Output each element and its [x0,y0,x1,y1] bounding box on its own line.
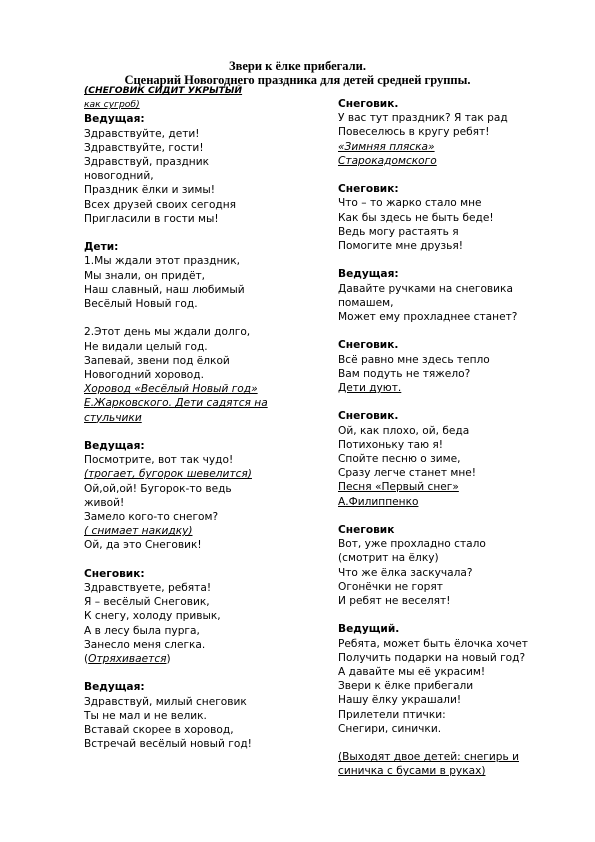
verse-line: Здравствуй, праздник [84,156,210,169]
verse-line: К снегу, холоду привык, [84,610,221,623]
verse-line: Что – то жарко стало мне [338,197,482,210]
verse-line: живой! [84,496,125,509]
verse-line: Праздник ёлки и зимы! [84,184,216,197]
verse-line: Звери к ёлке прибегали [338,680,474,693]
verse-line: Здравствуйте, гости! [84,141,204,154]
verse-line: Огонёчки не горят [338,580,443,593]
verse-line: Сразу легче станет мне! [338,467,477,480]
verse-line: Ведь могу растаять я [338,225,459,238]
verse-line: Пригласили в гости мы! [84,212,219,225]
verse-line: Спойте песню о зиме, [338,453,461,466]
verse-line: Давайте ручками на снеговика [338,282,513,295]
stage-direction: (Выходят двое детей: снегирь и [338,751,519,764]
paren-close: ) [166,653,171,666]
stage-direction: Дети дуют. [338,382,402,395]
verse-line: Вот, уже прохладно стало [338,538,486,551]
verse-line: Запевай, звени под ёлкой [84,354,230,367]
verse-line: Новогодний хоровод. [84,369,204,382]
stage-direction: Е.Жарковского. Дети садятся на [84,397,268,410]
speaker-heading: Снеговик: [84,567,145,580]
verse-line: Всех друзей своих сегодня [84,198,237,211]
verse-line: Здравствуйте, дети! [84,127,200,140]
verse-line: Снегири, синички. [338,722,442,735]
speaker-heading: Снеговик. [338,410,399,423]
left-column [84,84,268,751]
stage-direction: (трогает, бугорок шевелится) [84,468,252,481]
verse-line: А в лесу была пурга, [84,624,200,637]
speaker-heading: Ведущая: [338,268,399,281]
verse-line: Ребята, может быть ёлочка хочет [338,637,528,650]
verse-line: Как бы здесь не быть беде! [338,211,494,224]
song-title: Песня «Первый снег» [338,481,459,494]
verse-line: Встречай весёлый новый год! [84,738,252,751]
verse-line: Наш славный, наш любимый [84,283,245,296]
stage-direction: «Зимняя пляска» [338,140,435,153]
stage-direction-line [84,652,268,666]
verse-line: новогодний, [84,170,154,183]
verse-line: Не видали целый год. [84,340,208,353]
speaker-heading: Ведущая: [84,681,145,694]
speaker-heading: Снеговик. [338,98,399,110]
verse-line: 2.Этот день мы ждали долго, [84,326,251,339]
speaker-heading: Снеговик: [338,183,399,196]
speaker-heading: Ведущая: [84,113,145,126]
document-title: Звери к ёлке прибегали. [229,59,366,73]
verse-line: Получить подарки на новый год? [338,651,526,664]
verse-line: Что же ёлка заскучала? [338,566,473,579]
stage-direction: синичка с бусами в руках) [338,765,486,778]
speaker-heading: Ведущая: [84,440,145,453]
verse-line: Ой,ой,ой! Бугорок-то ведь [84,482,232,495]
stage-direction: стульчики [84,411,142,424]
verse-line: Замело кого-то снегом? [84,511,219,524]
document-subtitle: Сценарий Новогоднего праздника для детей средней группы. [124,73,471,87]
stage-direction: (СНЕГОВИК СИДИТ УКРЫТЫЙ [84,85,243,96]
verse-line: Мы знали, он придёт, [84,269,206,282]
verse-line: Может ему прохладнее станет? [338,311,518,324]
stage-direction: Хоровод «Весёлый Новый год» [84,383,258,396]
verse-line: Занесло меня слегка. [84,638,206,651]
verse-line: помашем, [338,296,394,309]
verse-line: Весёлый Новый год. [84,298,198,311]
speaker-heading: Ведущий. [338,623,400,636]
verse-line: Потихоньку таю я! [338,438,444,451]
verse-line: Нашу ёлку украшали! [338,694,462,707]
right-column [338,97,528,779]
verse-line: 1.Мы ждали этот праздник, [84,255,241,268]
speaker-heading: Снеговик. [338,339,399,352]
paren-open: ( [84,653,89,666]
verse-line: Здравствуете, ребята! [84,582,212,595]
verse-line: Всё равно мне здесь тепло [338,353,490,366]
stage-direction: ( снимает накидку) [84,525,193,538]
verse-line: И ребят не веселят! [338,595,451,608]
verse-line: (смотрит на ёлку) [338,552,439,565]
verse-line: Ты не мал и не велик. [84,709,207,722]
verse-line: Помогите мне друзья! [338,240,464,253]
verse-line: Вставай скорее в хоровод, [84,724,234,737]
verse-line: А давайте мы её украсим! [338,666,486,679]
stage-direction: как сугроб) [84,99,140,111]
speaker-heading: Дети: [84,241,119,254]
speaker-heading: Снеговик [338,524,395,537]
verse-line: Я – весёлый Снеговик, [84,596,210,609]
verse-line: Вам подуть не тяжело? [338,367,471,380]
song-composer: А.Филиппенко [338,495,419,508]
stage-direction: Старокадомского [338,154,437,167]
verse-line: Здравствуй, милый снеговик [84,695,247,708]
verse-line: Ой, да это Снеговик! [84,539,202,552]
verse-line: У вас тут праздник? Я так рад [338,112,508,125]
stage-direction: Отряхивается [88,653,167,666]
verse-line: Ой, как плохо, ой, беда [338,424,470,437]
verse-line: Посмотрите, вот так чудо! [84,454,234,467]
verse-line: Прилетели птички: [338,708,446,721]
verse-line: Повеселюсь в кругу ребят! [338,126,490,139]
